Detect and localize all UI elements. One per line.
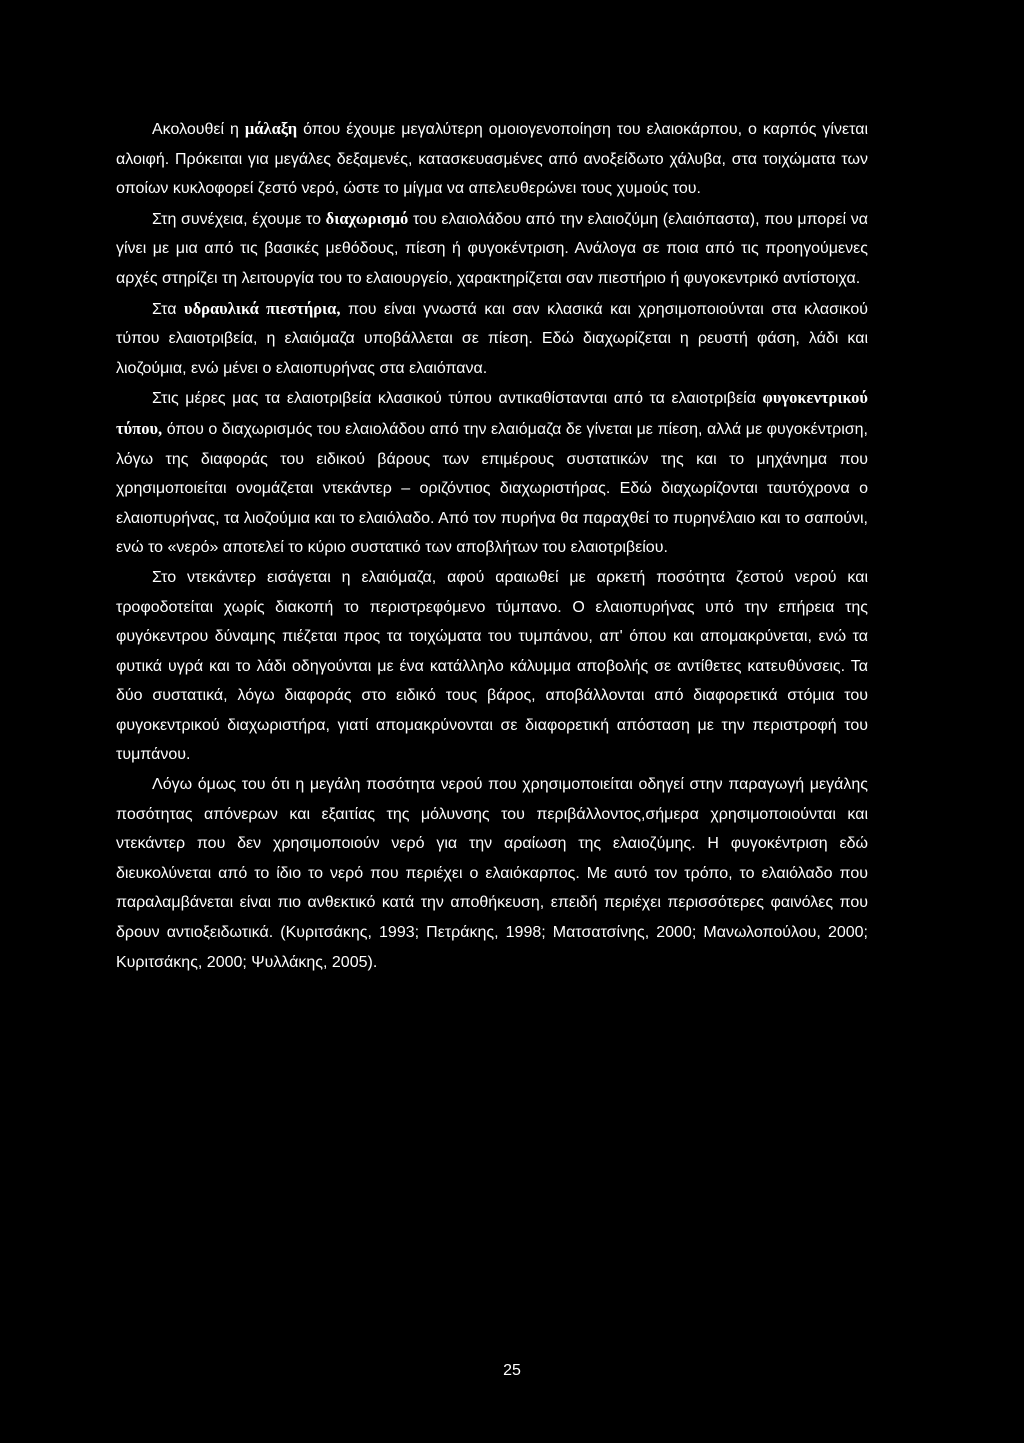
paragraph: Στη συνέχεια, έχουμε το διαχωρισμό του ελαιολάδου από την ελαιοζύμη (ελαιόπαστα), που μπορεί να γίνει με μια από τις βασικές μεθόδους, πίεση ή φυγοκέντριση. Ανάλογα σε ποια από τις προηγούμενες αρχές στηρίζει τη λειτουργία του το ελαιουργείο, χαρακτηρίζεται σαν πιεστήριο ή φυγοκεντρικό αντίστοιχα. [116, 208, 868, 287]
paragraph: Στο ντεκάντερ εισάγεται η ελαιόμαζα, αφού αραιωθεί με αρκετή ποσότητα ζεστού νερού και τροφοδοτείται χωρίς διακοπή το περιστρεφόμενο τύμπανο. Ο ελαιοπυρήνας υπό την επήρεια της φυγόκεντρου δύναμης πιέζεται προς τα τοιχώματα του τυμπάνου, απ' όπου και απομακρύνεται, ενώ τα φυτικά υγρά και το λάδι οδηγούνται με ένα κατάλληλο κάλυμμα αποβολής σε αντίθετες κατευθύνσεις. Τα δύο συστατικά, λόγω διαφοράς στο ειδικό τους βάρος, αποβάλλονται από διαφορετικά στόμια του φυγοκεντρικού διαχωριστήρα, γιατί απομακρύνονται σε διαφορετική απόσταση με την περιστροφή του τυμπάνου. [116, 568, 868, 764]
bold-term: φυγοκεντρικού τύπου, [116, 388, 868, 438]
body-text [116, 114, 868, 977]
bold-term: διαχωρισμό [325, 208, 409, 228]
paragraph: Λόγω όμως του ότι η μεγάλη ποσότητα νερού που χρησιμοποιείται οδηγεί στην παραγωγή μεγάλης ποσότητας απόνερων και εξαιτίας της μόλυνσης του περιβάλλοντος,σήμερα χρησιμοποιούνται και ντεκάντερ που δεν χρησιμοποιούν νερό για την αραίωση της ελαιοζύμης. Η φυγοκέντριση εδώ διευκολύνεται από το ίδιο το νερό που περιέχει ο ελαιόκαρπος. Με αυτό τον τρόπο, το ελαιόλαδο που παραλαμβάνεται είναι πιο ανθεκτικό κατά την αποθήκευση, επειδή περιέχει περισσότερες φαινόλες που δρουν αντιοξειδωτικά. (Κυριτσάκης, 1993; Πετράκης, 1998; Ματσατσίνης, 2000; Μανωλοπούλου, 2000; Κυριτσάκης, 2000; Ψυλλάκης, 2005). [116, 776, 868, 971]
bold-term: υδραυλικά πιεστήρια, [184, 298, 341, 318]
bold-term: μάλαξη [244, 119, 298, 138]
paragraph: Στα υδραυλικά πιεστήρια, που είναι γνωστά και σαν κλασικά και χρησιμοποιούνται στα κλασικού τύπου ελαιοτριβεία, η ελαιόμαζα υποβάλλεται σε πίεση. Εδώ διαχωρίζεται η ρευστή φάση, λάδι και λιοζούμια, ενώ μένει ο ελαιοπυρήνας στα ελαιόπανα. [116, 298, 868, 377]
paragraph: Στις μέρες μας τα ελαιοτριβεία κλασικού τύπου αντικαθίστανται από τα ελαιοτριβεία φυγοκεντρικού τύπου, όπου ο διαχωρισμός του ελαιολάδου από την ελαιόμαζα δε γίνεται με πίεση, αλλά με φυγοκέντριση, λόγω της διαφοράς του ειδικού βάρους των επιμέρους συστατικών της και το μηχάνημα που χρησιμοποιείται ονομάζεται ντεκάντερ – οριζόντιος διαχωριστήρας. Εδώ διαχωρίζονται ταυτόχρονα ο ελαιοπυρήνας, τα λιοζούμια και το ελαιόλαδο. Από τον πυρήνα θα παραχθεί το πυρηνέλαιο και το σαπούνι, ενώ το «νερό» αποτελεί το κύριο συστατικό των αποβλήτων του ελαιοτριβείου. [116, 388, 868, 557]
paragraph: Ακολουθεί η μάλαξη όπου έχουμε μεγαλύτερη ομοιογενοποίηση του ελαιοκάρπου, ο καρπός γίνεται αλοιφή. Πρόκειται για μεγάλες δεξαμενές, κατασκευασμένες από ανοξείδωτο χάλυβα, στα τοιχώματα των οποίων κυκλοφορεί ζεστό νερό, ώστε το μίγμα να απελευθερώνει τους χυμούς του. [116, 119, 868, 198]
page-number: 25 [503, 1362, 521, 1379]
